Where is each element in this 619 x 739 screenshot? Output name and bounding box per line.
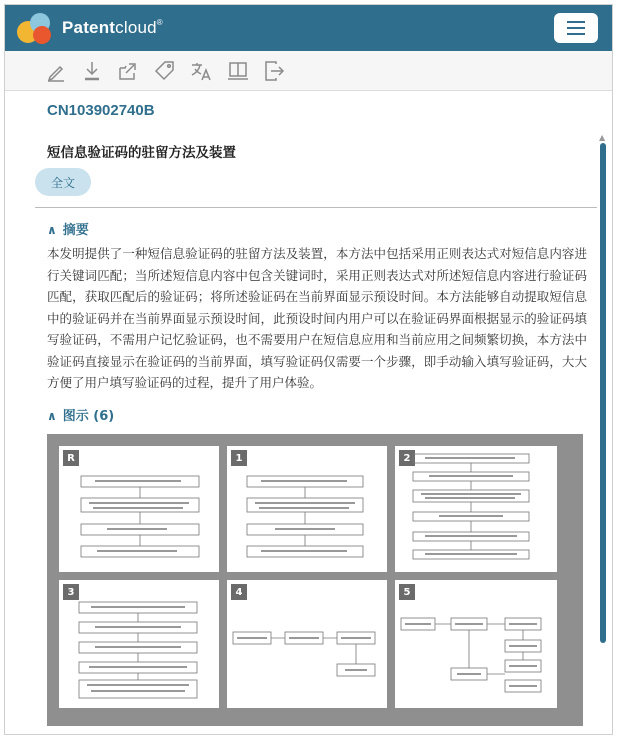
figure-label: 5 xyxy=(399,584,415,600)
chevron-up-icon: ∧ xyxy=(47,409,57,423)
block-diagram-image xyxy=(395,580,557,708)
toolbar xyxy=(5,51,612,91)
figure-label: R xyxy=(63,450,79,466)
figure-label: 2 xyxy=(399,450,415,466)
figure-thumbnail[interactable] xyxy=(227,580,387,708)
patentcloud-logo[interactable] xyxy=(15,10,55,46)
figure-thumbnail[interactable] xyxy=(59,446,219,572)
export-icon[interactable] xyxy=(116,59,140,83)
abstract-heading: 摘要 xyxy=(62,223,89,238)
top-bar xyxy=(5,5,612,51)
vertical-scrollbar[interactable] xyxy=(600,143,606,643)
brand-name[interactable] xyxy=(62,18,163,38)
abstract-text: 本发明提供了一种短信息验证码的驻留方法及装置，本方法中包括采用正则表达式对短信息内容进行关键词匹配；当所述短信息内容中包含关键词时，采用正则表达式对所述短信息内容进行验证码匹配，获取匹配后的验证码；将所述验证码在当前界面显示预设时间。本方法能够自动提取短信息中的验证码并在当前界面显示预设时间，此预设时间内用户可以在验证码界面根据显示的验证码填写验证码，不需用户记忆验证码，也不需要用户在短信息应用和当前应用之间频繁切换，本方法中验证码直接显示在验证码的当前界面，填写验证码仅需要一个步骤，即手动输入填写验证码，大大方便了用户填写验证码的过程，提升了用户体验。 xyxy=(47,246,587,390)
download-icon[interactable] xyxy=(80,59,104,83)
figure-thumbnail[interactable] xyxy=(395,446,557,572)
book-icon[interactable] xyxy=(226,59,250,83)
pencil-icon[interactable] xyxy=(44,59,68,83)
figure-label: 1 xyxy=(231,450,247,466)
brand-registered-mark: ® xyxy=(156,18,163,27)
fulltext-button[interactable]: 全文 xyxy=(35,168,91,196)
patent-content xyxy=(5,91,612,735)
app-window xyxy=(4,4,613,735)
hamburger-menu-icon[interactable] xyxy=(554,13,598,43)
figure-label: 3 xyxy=(63,584,79,600)
block-diagram-image xyxy=(227,580,387,708)
figures-toggle[interactable] xyxy=(47,405,114,424)
patent-number[interactable]: CN103902740B xyxy=(47,102,155,119)
tag-icon[interactable] xyxy=(153,59,177,83)
divider xyxy=(35,207,597,208)
logout-icon[interactable] xyxy=(262,59,286,83)
translate-icon[interactable] xyxy=(189,59,213,83)
figures-heading: 图示 (6) xyxy=(62,409,115,424)
figure-thumbnail[interactable] xyxy=(59,580,219,708)
abstract-toggle[interactable] xyxy=(47,219,89,238)
figure-thumbnail[interactable] xyxy=(395,580,557,708)
figure-label: 4 xyxy=(231,584,247,600)
scroll-up-icon[interactable]: ▲ xyxy=(599,133,606,142)
brand-light: cloud xyxy=(115,18,157,37)
brand-bold: Patent xyxy=(62,18,116,37)
chevron-up-icon: ∧ xyxy=(47,223,57,237)
flowchart-image xyxy=(59,580,219,708)
patent-title: 短信息验证码的驻留方法及装置 xyxy=(47,145,236,161)
flowchart-image xyxy=(395,446,557,572)
figure-thumbnail[interactable] xyxy=(227,446,387,572)
flowchart-image xyxy=(59,446,219,572)
flowchart-image xyxy=(227,446,387,572)
figure-gallery xyxy=(47,434,583,726)
